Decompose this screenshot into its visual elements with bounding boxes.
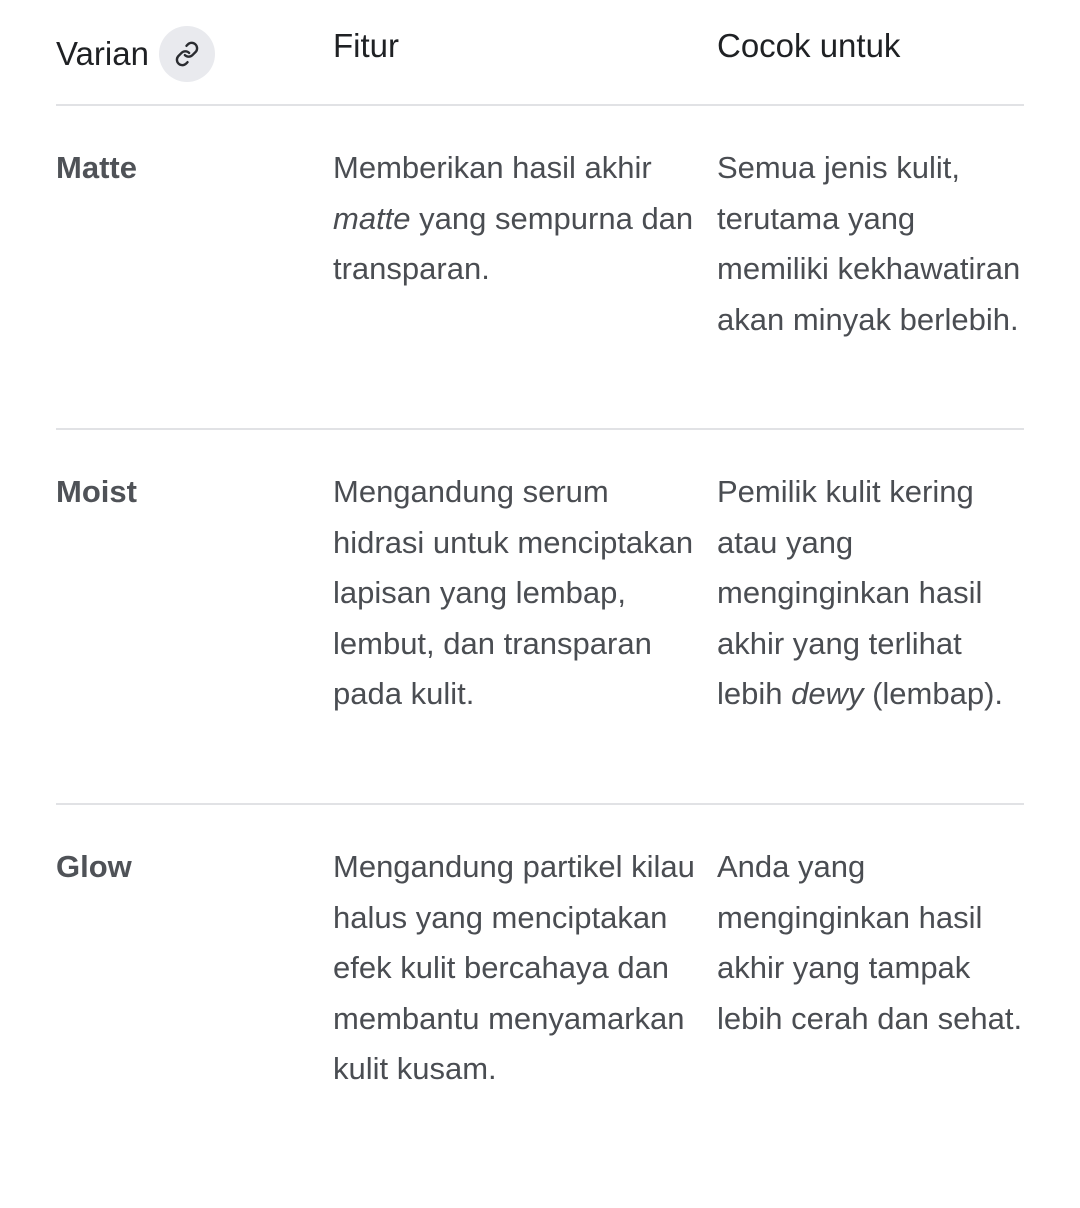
variant-name: Glow — [56, 849, 132, 884]
suitable-for-text: Anda yang menginginkan hasil akhir yang tampak lebih cerah dan sehat. — [717, 849, 1023, 1036]
features-text-after: yang sempurna dan transparan. — [333, 200, 694, 286]
features-cell — [333, 106, 717, 428]
features-text: Mengandung serum hidrasi untuk menciptakan lapisan yang lembap, lembut, dan transparan pada kulit. — [333, 474, 694, 711]
features-cell — [333, 805, 717, 1208]
header-cell-features: Fitur — [333, 27, 399, 64]
copy-link-button[interactable] — [159, 26, 215, 82]
table-row — [56, 106, 1024, 430]
suitable-for-emphasis: dewy — [791, 676, 864, 711]
table-row — [56, 430, 1024, 805]
features-emphasis: matte — [333, 200, 411, 236]
variant-name: Matte — [56, 150, 137, 185]
header-cell-suitable-for: Cocok untuk — [717, 27, 901, 64]
features-text: Mengandung partikel kilau halus yang menciptakan efek kulit bercahaya dan membantu menyamarkan kulit kusam. — [333, 849, 695, 1086]
features-text: Memberikan hasil akhir — [333, 150, 652, 185]
variant-name: Moist — [56, 474, 137, 509]
suitable-for-text-after: (lembap). — [863, 676, 1004, 711]
header-cell-variant — [56, 0, 333, 108]
suitable-for-cell — [717, 805, 1024, 1208]
suitable-for-text: Semua jenis kulit, terutama yang memiliki kekhawatiran akan minyak berlebih. — [717, 150, 1021, 337]
suitable-for-cell — [717, 430, 1024, 803]
suitable-for-cell — [717, 106, 1024, 428]
header-variant-label: Varian — [56, 35, 149, 72]
table-row — [56, 805, 1024, 1208]
table-header-row — [56, 0, 1024, 106]
variant-comparison-table — [56, 0, 1024, 1208]
link-icon — [174, 41, 200, 67]
suitable-for-text: Pemilik kulit kering atau yang menginginkan hasil akhir yang terlihat lebih — [717, 474, 983, 711]
features-cell — [333, 430, 717, 803]
